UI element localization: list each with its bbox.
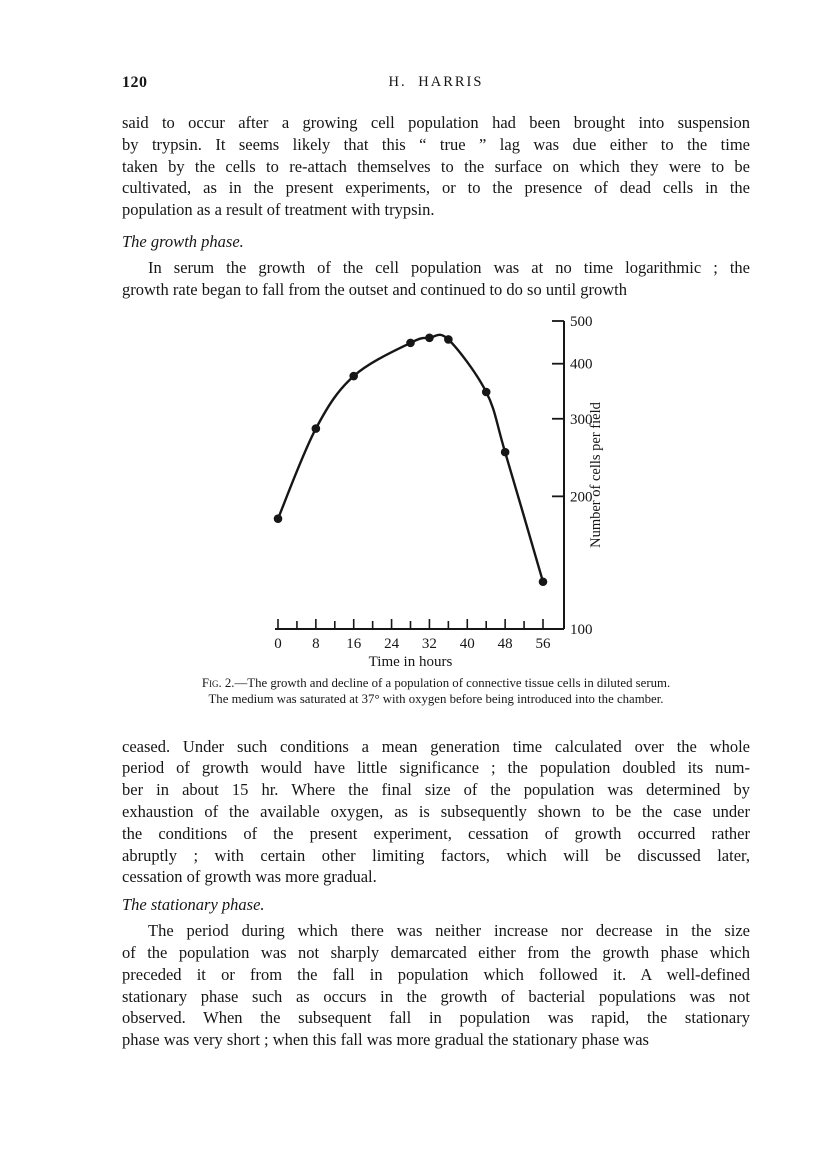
text-line: of the population was not sharply demarcated either from the growth phase which [122,942,750,962]
text-line: preceded it or from the fall in population which followed it. A well-defined [122,964,750,984]
paragraph-growth-intro [122,257,750,301]
figure-2-caption [122,675,750,708]
text-line: growth rate began to fall from the outset and continued to do so until growth [122,279,627,299]
text-line: In serum the growth of the cell population was at no time logarithmic ; the [148,257,750,277]
text-line: the conditions of the present experiment, cessation of growth occurred rather [122,823,750,843]
running-head: H. HARRIS [388,74,484,90]
x-tick-label: 0 [274,635,282,652]
text-line: cultivated, as in the present experiments, or to the presence of dead cells in the [122,178,750,198]
figure-caption-text: —The growth and decline of a population of connective tissue cells in diluted serum. [234,675,671,690]
x-tick-label: 24 [384,635,400,652]
text-line: taken by the cells to re-attach themselves to the surface on which they were to be [122,156,750,176]
x-tick-label: 56 [535,635,551,652]
text-line: period of growth would have little significance ; the population doubled its num- [122,758,750,778]
y-tick-label: 100 [570,621,593,638]
data-point [482,387,491,396]
y-tick-label: 300 [570,411,593,428]
y-axis-title: Number of cells per field [588,401,604,548]
data-point [312,424,321,433]
page-number: 120 [122,74,148,91]
page-header [122,74,750,94]
y-tick-label: 400 [570,356,593,373]
text-line: said to occur after a growing cell population had been brought into suspension [122,113,750,132]
text-line: by trypsin. It seems likely that this “ true ” lag was due either to the time [122,134,750,154]
x-tick-label: 40 [459,635,475,652]
y-tick-label: 200 [570,488,593,505]
paragraph-growth-ceased [122,736,750,889]
growth-curve-chart [250,303,680,671]
x-axis-title: Time in hours [368,653,453,670]
paragraph-stationary-phase [122,920,750,1051]
x-tick-label: 16 [346,635,362,652]
text-line: abruptly ; with certain other limiting factors, which will be discussed later, [122,845,750,865]
text-line: ceased. Under such conditions a mean generation time calculated over the whole [122,736,750,756]
text-line: The period during which there was neither increase nor decrease in the size [148,921,750,941]
data-point [501,447,510,456]
text-line: observed. When the subsequent fall in population was rapid, the stationary [122,1008,750,1028]
figure-caption-line-1 [122,675,750,692]
text-line: population as a result of treatment with trypsin. [122,200,435,220]
x-tick-label: 48 [497,635,513,652]
y-tick-label: 500 [570,313,593,330]
figure-caption-line-2: The medium was saturated at 37° with oxygen before being introduced into the chamber. [208,692,664,707]
paragraph-lag-discussion [122,112,750,221]
section-heading-stationary-phase: The stationary phase. [122,895,265,915]
section-heading-growth-phase: The growth phase. [122,231,244,251]
data-point [444,335,453,344]
data-point [349,371,358,380]
data-point [539,577,548,586]
text-line: stationary phase such as occurs in the growth of bacterial populations was not [122,986,750,1006]
text-column [122,74,750,1051]
figure-2 [122,303,750,708]
data-point [406,338,415,347]
x-tick-label: 8 [312,635,320,652]
data-point [274,514,283,523]
growth-curve [278,334,543,581]
text-line: ber in about 15 hr. Where the final size of the population was determined by [122,780,750,800]
figure-label: Fig. 2. [201,675,235,690]
data-point [425,333,434,342]
text-line: cessation of growth was more gradual. [122,867,377,887]
x-tick-label: 32 [421,635,437,652]
text-line: exhaustion of the available oxygen, as is subsequently shown to be the case under [122,801,750,821]
text-line: phase was very short ; when this fall was more gradual the stationary phase was [122,1030,649,1050]
